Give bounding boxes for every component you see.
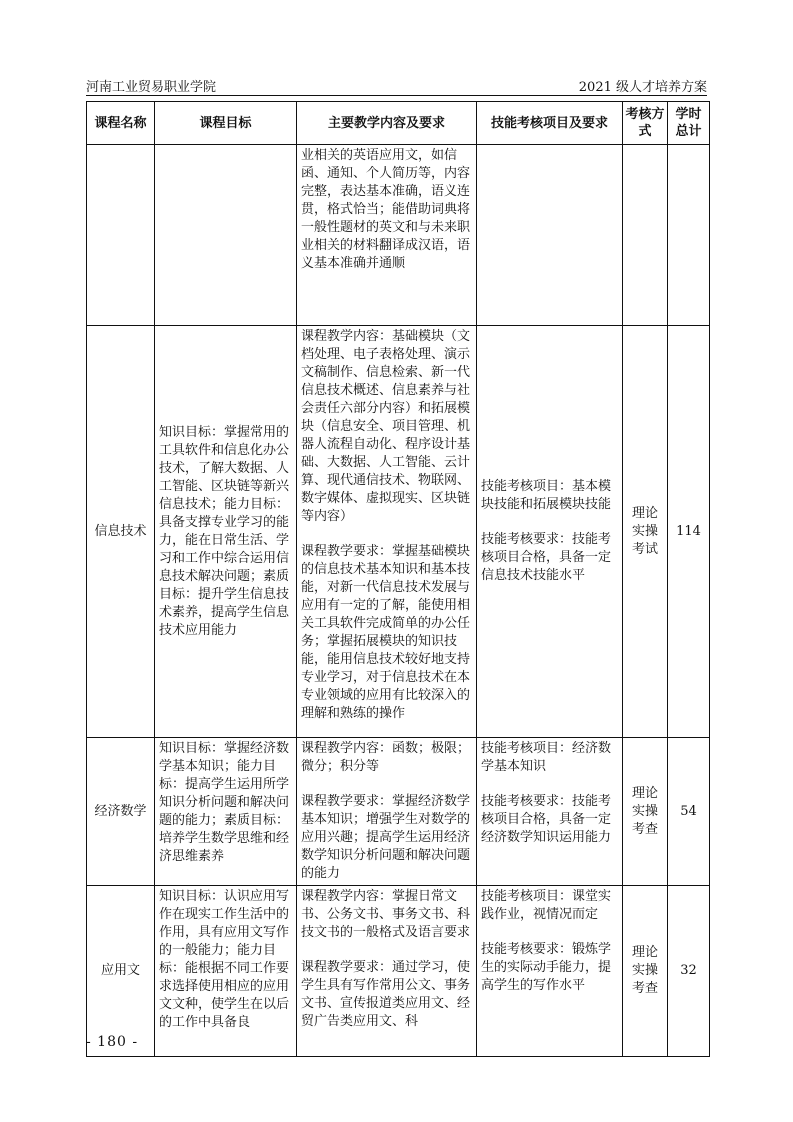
method-cell: 理论实操考查 [623, 738, 668, 886]
course-name-cell: 应用文 [87, 886, 155, 1057]
requirement-text: 课程教学要求：掌握基础模块的信息技术基本知识和基本技能，对新一代信息技术发展与应用有一定的了解，能使用相关工具软件完成简单的办公任务；掌握拓展模块的知识技能，能用信息技术较好地支持专业学习，对于信息技术在本专业领域的应用有比较深入的理解和熟练的操作 [301, 544, 471, 721]
column-header-skill: 技能考核项目及要求 [477, 102, 623, 145]
skill-cell [477, 886, 623, 1057]
content-cell [297, 145, 477, 326]
header-divider [86, 95, 707, 96]
method-cell [623, 145, 668, 326]
hours-cell: 114 [668, 326, 710, 738]
content-cell [297, 326, 477, 738]
table-row [87, 145, 710, 326]
content-text: 业相关的英语应用文，如信函、通知、个人简历等，内容完整，表达基本准确，语义连贯，格式恰当；能借助词典将一般性题材的英文和与未来职业相关的材料翻译成汉语，语义基本准确并通顺 [301, 148, 471, 271]
method-cell: 理论实操考查 [623, 886, 668, 1057]
course-name-cell [87, 145, 155, 326]
objective-cell: 知识目标：认识应用写作在现实工作生活中的作用，具有应用文写作的一般能力；能力目标：能根据不同工作要求选择使用相应的应用文文种，使学生在以后的工作中具备良 [155, 886, 297, 1057]
table-row [87, 886, 710, 1057]
header-plan-title: 2021 级人才培养方案 [578, 80, 707, 95]
course-name-cell: 信息技术 [87, 326, 155, 738]
curriculum-table [86, 101, 710, 1057]
requirement-text: 课程教学要求：掌握经济数学基本知识；增强学生对数学的应用兴趣；提高学生运用经济数学知识分析问题和解决问题的能力 [301, 794, 471, 881]
column-header-hours: 学时总计 [668, 102, 710, 145]
skill-requirement-text: 技能考核要求：锻炼学生的实际动手能力，提高学生的写作水平 [481, 942, 612, 993]
course-name-cell: 经济数学 [87, 738, 155, 886]
content-text: 课程教学内容：函数；极限；微分；积分等 [301, 741, 471, 774]
header-school-name: 河南工业贸易职业学院 [86, 80, 217, 95]
table-row [87, 738, 710, 886]
skill-item-text: 技能考核项目：经济数学基本知识 [481, 741, 612, 774]
content-text: 课程教学内容：掌握日常文书、公务文书、事务文书、科技文书的一般格式及语言要求 [301, 889, 471, 940]
table-header-row [87, 102, 710, 145]
hours-cell: 32 [668, 886, 710, 1057]
skill-cell [477, 326, 623, 738]
method-cell: 理论实操考试 [623, 326, 668, 738]
content-cell [297, 886, 477, 1057]
objective-cell: 知识目标：掌握经济数学基本知识；能力目标：提高学生运用所学知识分析问题和解决问题的能力；素质目标：培养学生数学思维和经济思维素养 [155, 738, 297, 886]
column-header-method: 考核方式 [623, 102, 668, 145]
skill-cell [477, 145, 623, 326]
hours-cell [668, 145, 710, 326]
column-header-objective: 课程目标 [155, 102, 297, 145]
skill-item-text: 技能考核项目：基本模块技能和拓展模块技能 [481, 479, 612, 512]
column-header-course-name: 课程名称 [87, 102, 155, 145]
content-text: 课程教学内容：基础模块（文档处理、电子表格处理、演示文稿制作、信息检索、新一代信息技术概述、信息素养与社会责任六部分内容）和拓展模块（信息安全、项目管理、机器人流程自动化、程序设计基础、大数据、人工智能、云计算、现代通信技术、物联网、数字媒体、虚拟现实、区块链等内容） [301, 329, 471, 524]
objective-cell [155, 145, 297, 326]
table-row [87, 326, 710, 738]
objective-cell: 知识目标：掌握常用的工具软件和信息化办公技术，了解大数据、人工智能、区块链等新兴信息技术；能力目标：具备支撑专业学习的能力，能在日常生活、学习和工作中综合运用信息技术解决问题；素质目标：提升学生信息技术素养，提高学生信息技术应用能力 [155, 326, 297, 738]
skill-requirement-text: 技能考核要求：技能考核项目合格，具备一定信息技术技能水平 [481, 532, 612, 583]
skill-item-text: 技能考核项目：课堂实践作业，视情况而定 [481, 889, 612, 922]
skill-cell [477, 738, 623, 886]
requirement-text: 课程教学要求：通过学习，使学生具有写作常用公文、事务文书、宣传报道类应用文、经贸广告类应用文、科 [301, 960, 471, 1029]
column-header-content: 主要教学内容及要求 [297, 102, 477, 145]
hours-cell: 54 [668, 738, 710, 886]
skill-requirement-text: 技能考核要求：技能考核项目合格，具备一定经济数学知识运用能力 [481, 794, 612, 845]
page-number: - 180 - [86, 1034, 139, 1050]
content-cell [297, 738, 477, 886]
